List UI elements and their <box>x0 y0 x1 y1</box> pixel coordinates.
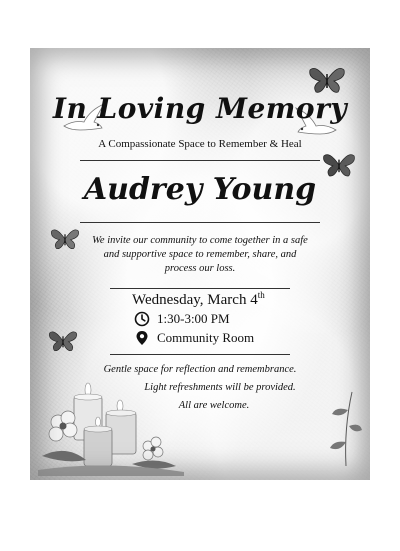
event-location-row <box>134 330 254 346</box>
divider <box>80 222 320 223</box>
closing-line-3: All are welcome. <box>178 400 250 411</box>
leaf-sprig-illustration <box>316 388 362 468</box>
divider <box>110 354 290 355</box>
closing-line-2: Light refreshments will be provided. <box>144 382 296 393</box>
honoree-name: Audrey Young <box>83 172 317 207</box>
closing-line-1: Gentle space for reflection and remembrance. <box>103 364 297 375</box>
flower-icon <box>143 437 163 460</box>
event-location: Community Room <box>157 330 255 345</box>
map-pin-icon <box>134 330 150 346</box>
divider <box>80 160 320 161</box>
butterfly-icon-left <box>50 226 80 252</box>
flyer-title: In Loving Memory <box>52 92 348 125</box>
flower-icon <box>49 411 77 441</box>
clock-icon <box>134 311 150 327</box>
event-date-main: Wednesday, March 4 <box>132 292 258 308</box>
event-time-row <box>134 311 230 327</box>
candles-and-flowers-illustration <box>36 360 186 476</box>
event-date-suffix: th <box>257 290 265 300</box>
event-time: 1:30-3:00 PM <box>157 311 230 326</box>
memorial-flyer <box>30 48 370 480</box>
divider <box>110 288 290 289</box>
invitation-text: We invite our community to come together in a safe and supportive space to remember, share, and process our loss. <box>92 235 308 274</box>
event-date <box>132 290 265 309</box>
butterfly-icon-bottom-left <box>48 328 78 354</box>
flyer-subtitle: A Compassionate Space to Remember & Heal <box>98 138 302 150</box>
